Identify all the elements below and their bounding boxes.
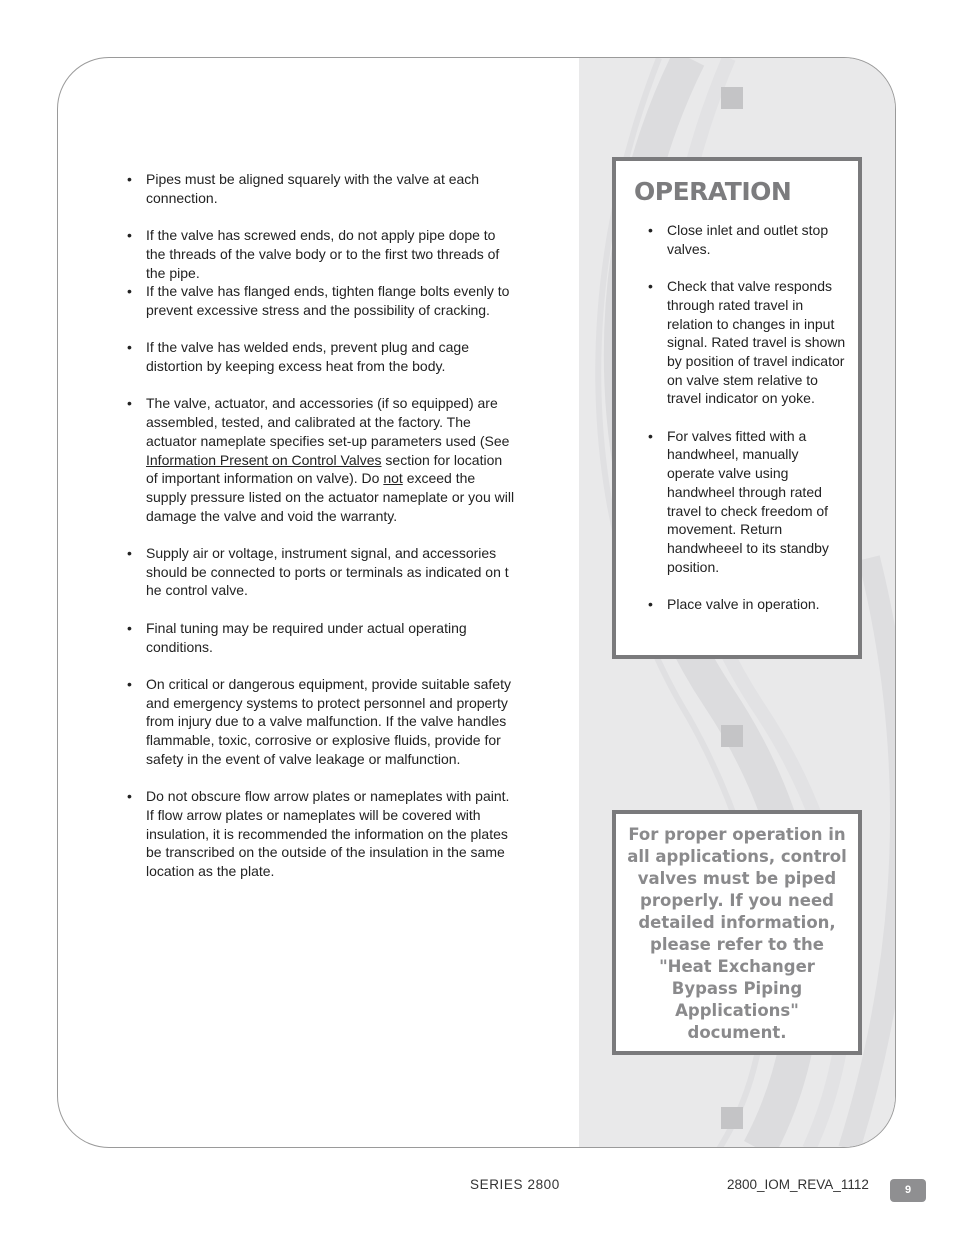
list-item: • Close inlet and outlet stop valves. [648,221,848,258]
operation-steps [648,221,848,614]
list-item-text: section for location of important information on valve). Do [146,451,503,487]
list-item: • Final tuning may be required under actual operating conditions. [127,619,517,656]
footer-document-id: 2800_IOM_REVA_1112 [727,1177,869,1192]
piping-note-box [612,810,862,1055]
list-item [127,394,517,525]
list-item-text: exceed the supply pressure listed on the actuator nameplate or you will damage the valve and void the warranty. [146,470,515,524]
section-reference-link: Information Present on Control Valves [146,451,382,468]
list-item: • Supply air or voltage, instrument signal, and accessories should be connected to ports or terminals as indicated on t he control valve. [127,544,517,600]
operation-step-list [648,221,848,614]
sidebar-marker-middle [721,725,743,747]
list-item: • If the valve has screwed ends, do not apply pipe dope to the threads of the valve body or to the first two threads of the pipe. [127,226,517,282]
operation-heading: OPERATION [634,177,792,206]
list-item: • Do not obscure flow arrow plates or nameplates with paint. If flow arrow plates or nameplates will be covered with insulation, it is recommended the information on the plates be transcribed on the outside of the insulation in the same location as the plate. [127,787,517,881]
list-item: • For valves fitted with a handwheel, manually operate valve using handwheel through rated travel to check freedom of movement. Return handwheeel to its standby position. [648,427,848,577]
footer-series: SERIES 2800 [470,1177,560,1192]
list-item: • Place valve in operation. [648,595,848,614]
sidebar-marker-top [721,87,743,109]
sidebar-marker-bottom [721,1107,743,1129]
list-item: • Check that valve responds through rated travel in relation to changes in input signal. Rated travel is shown by position of travel indicator on valve stem relative to travel indicator on yoke. [648,277,848,408]
installation-bullet-list [127,170,517,881]
list-item: • If the valve has flanged ends, tighten flange bolts evenly to prevent excessive stress and the possibility of cracking. [127,282,517,319]
list-item-text: The valve, actuator, and accessories (if so equipped) are assembled, tested, and calibrated at the factory. The actuator nameplate specifies set-up parameters used (See [146,395,510,449]
list-item: • If the valve has welded ends, prevent plug and cage distortion by keeping excess heat from the body. [127,338,517,375]
operation-box [612,157,862,659]
list-item: • On critical or dangerous equipment, provide suitable safety and emergency systems to protect personnel and property from injury due to a valve malfunction. If the valve handles flammable, toxic, corrosive or explosive fluids, provide for safety in the event of valve leakage or malfunction. [127,675,517,769]
piping-note-text: For proper operation in all applications, control valves must be piped properly. If you need detailed information, please refer to the "Heat Exchanger Bypass Piping Applications" document. [627,825,847,1042]
page-number-badge: 9 [890,1179,926,1202]
installation-guidelines [127,170,517,881]
list-item: • Pipes must be aligned squarely with the valve at each connection. [127,170,517,207]
emphasis-not: not [383,470,403,487]
